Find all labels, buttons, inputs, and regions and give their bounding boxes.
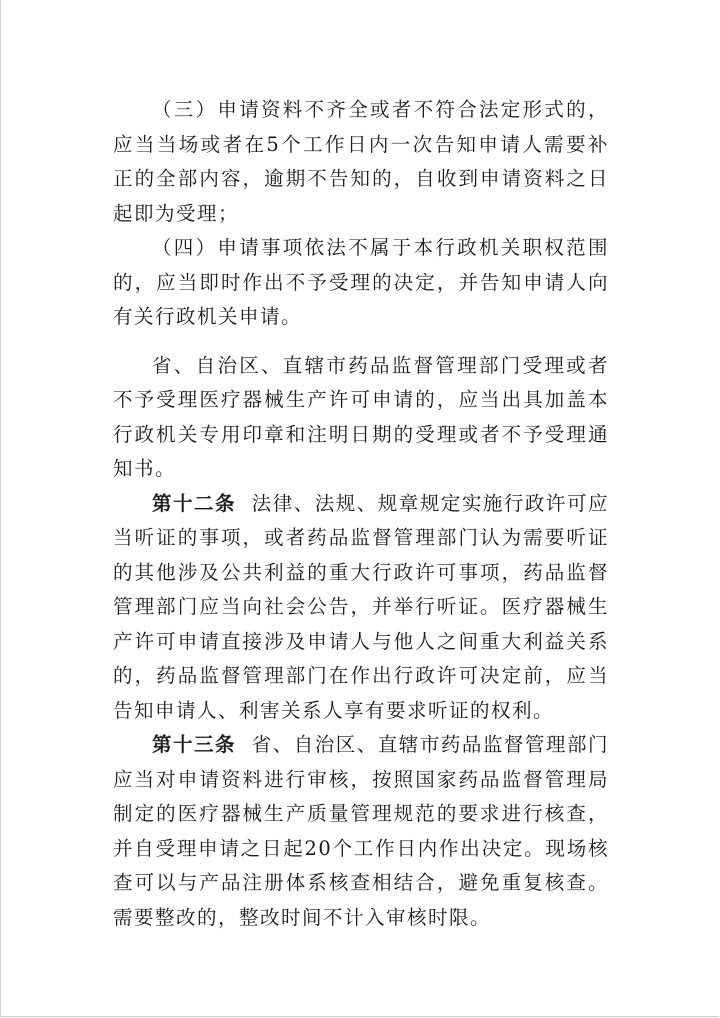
paragraph-text: （四）申请事项依法不属于本行政机关职权范围的，应当即时作出不予受理的决定，并告知申请人向有关行政机关申请。 (113, 236, 609, 328)
article-13 (113, 728, 609, 935)
paragraph-acceptance-notice (113, 349, 609, 487)
paragraph-text: 省、自治区、直辖市药品监督管理部门受理或者不予受理医疗器械生产许可申请的，应当出具加盖本行政机关专用印章和注明日期的受理或者不予受理通知书。 (113, 353, 609, 480)
article-12-heading: 第十二条 (152, 491, 237, 515)
article-13-text: 省、自治区、直辖市药品监督管理部门应当对申请资料进行审核，按照国家药品监督管理局制定的医疗器械生产质量管理规范的要求进行核查，并自受理申请之日起20个工作日内作出决定。现场核查可以与产品注册体系核查相结合，避免重复核查。需要整改的，整改时间不计入审核时限。 (113, 733, 609, 929)
paragraph-item-3 (113, 93, 609, 231)
article-12 (113, 487, 609, 729)
article-13-heading: 第十三条 (152, 733, 237, 756)
paragraph-gap (113, 335, 609, 349)
paragraph-text: （三）申请资料不齐全或者不符合法定形式的，应当当场或者在5个工作日内一次告知申请人需要补正的全部内容，逾期不告知的，自收到申请资料之日起即为受理； (113, 98, 609, 225)
article-12-text: 法律、法规、规章规定实施行政许可应当听证的事项，或者药品监督管理部门认为需要听证的其他涉及公共利益的重大行政许可事项，药品监督管理部门应当向社会公告，并举行听证。医疗器械生产许可申请直接涉及申请人与他人之间重大利益关系的，药品监督管理部门在作出行政许可决定前，应当告知申请人、利害关系人享有要求听证的权利。 (113, 491, 609, 722)
paragraph-item-4 (113, 231, 609, 335)
document-body (113, 93, 609, 935)
